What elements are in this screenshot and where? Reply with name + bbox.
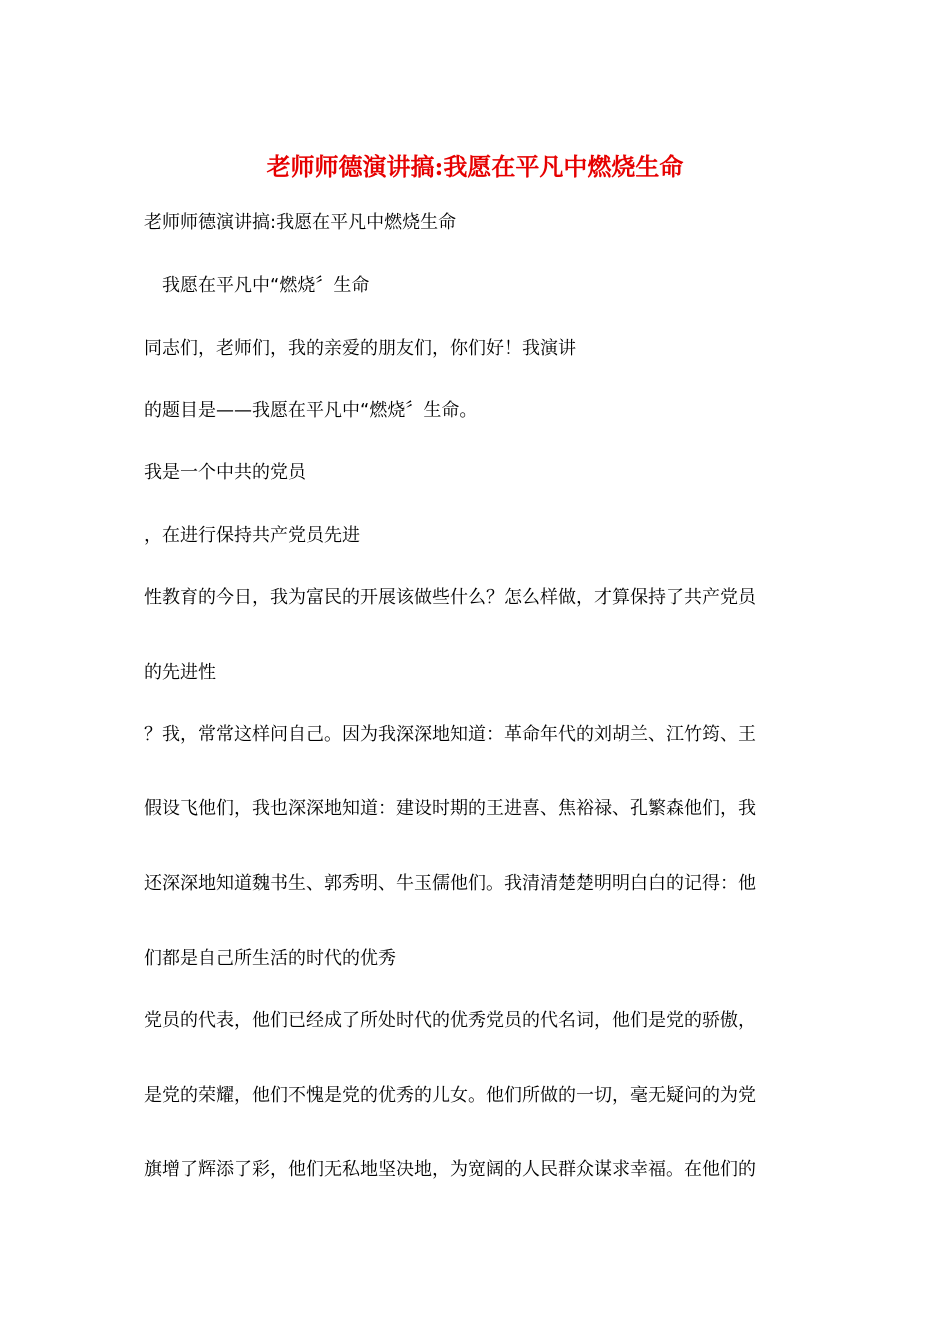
text-line: 是党的荣耀，他们不愧是党的优秀的儿女。他们所做的一切，毫无疑问的为党	[144, 1085, 756, 1106]
text-line: 我是一个中共的党员	[144, 462, 306, 483]
text-line: 党员的代表，他们已经成了所处时代的优秀党员的代名词，他们是党的骄傲，	[144, 1010, 756, 1031]
text-line: 们都是自己所生活的时代的优秀	[144, 948, 396, 969]
text-line-heading: 我愿在平凡中“燃烧〞生命	[162, 275, 370, 296]
document-title: 老师师德演讲搞:我愿在平凡中燃烧生命	[266, 152, 684, 181]
text-line: 同志们，老师们，我的亲爱的朋友们，你们好！我演讲	[144, 338, 576, 359]
text-line: 假设飞他们，我也深深地知道：建设时期的王进喜、焦裕禄、孔繁森他们，我	[144, 798, 756, 819]
text-line: 还深深地知道魏书生、郭秀明、牛玉儒他们。我清清楚楚明明白白的记得：他	[144, 873, 756, 894]
text-line: 的题目是——我愿在平凡中“燃烧〞生命。	[144, 400, 478, 421]
text-line: 旗增了辉添了彩，他们无私地坚决地，为宽阔的人民群众谋求幸福。在他们的	[144, 1159, 756, 1180]
text-line: 的先进性	[144, 662, 216, 683]
text-line: ？我，常常这样问自己。因为我深深地知道：革命年代的刘胡兰、江竹筠、王	[144, 724, 756, 745]
text-line: 性教育的今日，我为富民的开展该做些什么？怎么样做，才算保持了共产党员	[144, 587, 756, 608]
text-line-subtitle: 老师师德演讲搞:我愿在平凡中燃烧生命	[144, 212, 457, 233]
text-line: ，在进行保持共产党员先进	[144, 525, 360, 546]
